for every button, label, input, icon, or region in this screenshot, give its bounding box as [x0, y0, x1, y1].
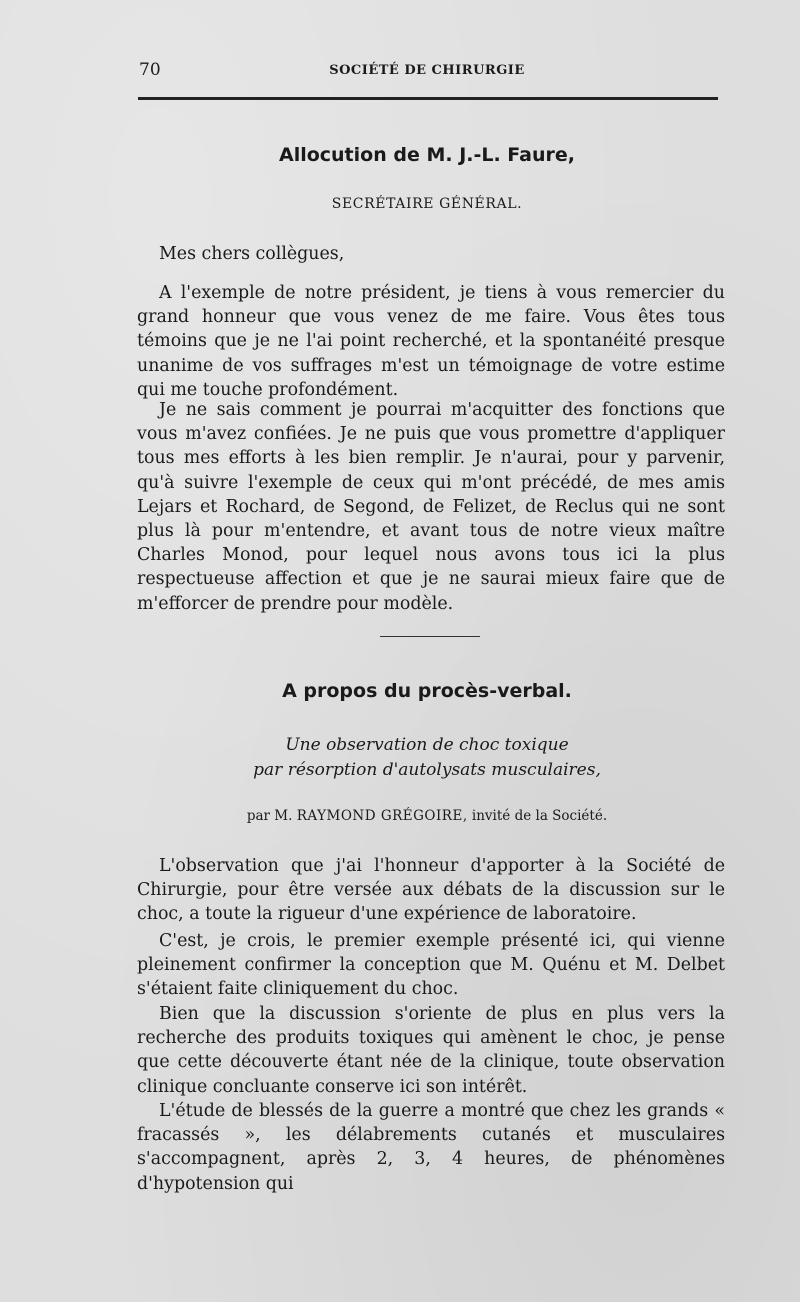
allocution-subtitle: SECRÉTAIRE GÉNÉRAL.	[331, 196, 523, 212]
paper-title-line-1: Une observation de choc toxique	[285, 735, 569, 755]
section-divider	[380, 636, 480, 637]
paper-title-line-2: par résorption d'autolysats musculaires,	[253, 760, 601, 780]
allocution-paragraph-1: A l'exemple de notre président, je tiens à vous remercier du grand honneur que vous venez de me faire. Vous êtes tous témoins que je ne l'ai point recherché, et la spontanéité presque unanime de vos suffrages m'est un témoignage de votre estime qui me touche profondément.	[137, 283, 725, 400]
author-suffix: invité de la Société.	[471, 808, 608, 824]
proces-verbal-title: A propos du procès-verbal.	[282, 680, 572, 702]
author-line	[137, 808, 717, 824]
running-head	[137, 60, 717, 86]
header-rule	[138, 97, 718, 100]
allocution-paragraph-2: Je ne sais comment je pourrai m'acquitter des fonctions que vous m'avez confiées. Je ne puis que vous promettre d'appliquer tous mes efforts à les bien remplir. Je n'aurai, pour y parvenir, qu'à suivre l'exemple de ceux qui m'ont précédé, de mes amis Lejars et Rochard, de Segond, de Felizet, de Reclus qui ne sont plus là pour m'entendre, et avant tous de notre vieux maître Charles Monod, pour lequel nous avons tous ici la plus respectueuse affection et que je ne saurai mieux faire que de m'efforcer de prendre pour modèle.	[137, 400, 725, 614]
allocution-title: Allocution de M. J.-L. Faure,	[278, 144, 575, 166]
body-paragraph-4: L'étude de blessés de la guerre a montré que chez les grands « fracassés », les délabrements cutanés et musculaires s'accompagnent, après 2, 3, 4 heures, de phénomènes d'hypotension qui	[137, 1101, 725, 1194]
author-name: RAYMOND GRÉGOIRE,	[296, 808, 468, 824]
body-paragraph-2: C'est, je crois, le premier exemple présenté ici, qui vienne pleinement confirmer la conception que M. Quénu et M. Delbet s'étaient faite cliniquement du choc.	[137, 931, 725, 1000]
author-prefix: par M.	[246, 808, 293, 824]
running-title: SOCIÉTÉ DE CHIRURGIE	[329, 63, 525, 78]
salutation: Mes chers collègues,	[159, 244, 345, 264]
body-paragraph-1: L'observation que j'ai l'honneur d'apporter à la Société de Chirurgie, pour être versée aux débats de la discussion sur le choc, a toute la rigueur d'une expérience de laboratoire.	[137, 856, 725, 925]
page-number: 70	[139, 60, 161, 80]
body-paragraph-3: Bien que la discussion s'oriente de plus en plus vers la recherche des produits toxiques qui amènent le choc, je pense que cette découverte étant née de la clinique, toute observation clinique concluante conserve ici son intérêt.	[137, 1004, 725, 1097]
